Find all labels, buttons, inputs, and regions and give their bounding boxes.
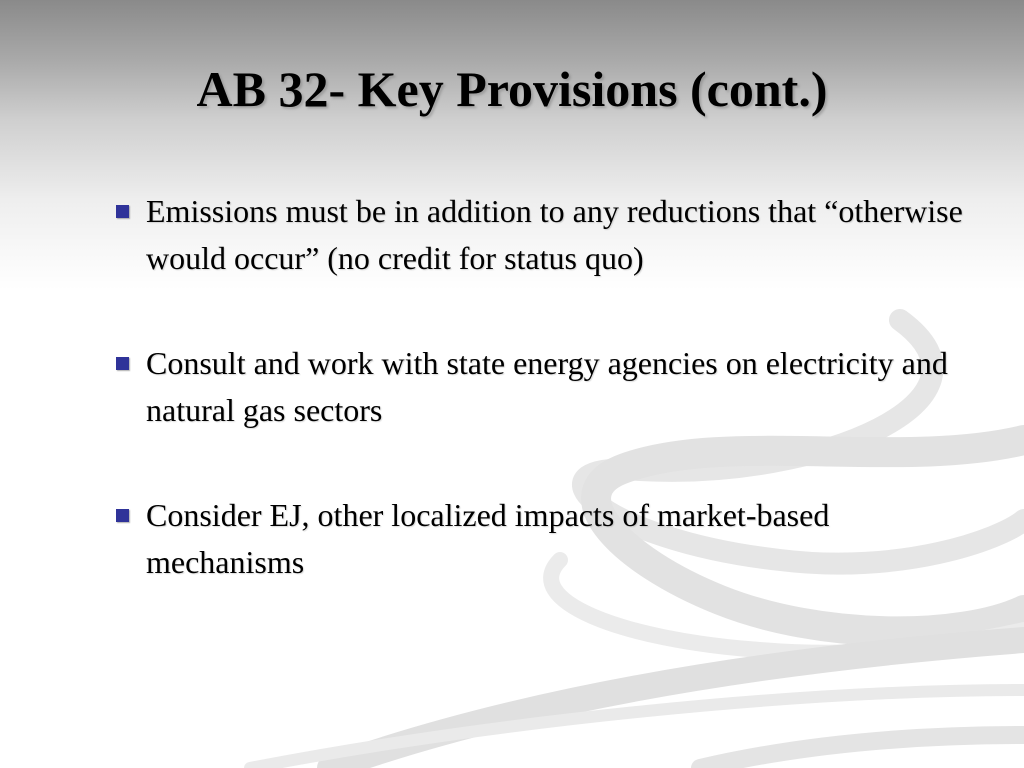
bullet-item: [116, 188, 976, 282]
bullet-item: [116, 340, 976, 434]
bullet-text: Consider EJ, other localized impacts of market-based mechanisms: [146, 497, 830, 580]
bullet-square-icon: [116, 205, 129, 218]
bullet-item: [116, 492, 976, 586]
bullet-square-icon: [116, 357, 129, 370]
bullet-text: Consult and work with state energy agencies on electricity and natural gas sectors: [146, 345, 948, 428]
bullet-list: [116, 188, 976, 586]
slide-title: AB 32- Key Provisions (cont.): [196, 61, 828, 117]
bullet-text: Emissions must be in addition to any reductions that “otherwise would occur” (no credit for status quo): [146, 193, 963, 276]
bullet-square-icon: [116, 509, 129, 522]
